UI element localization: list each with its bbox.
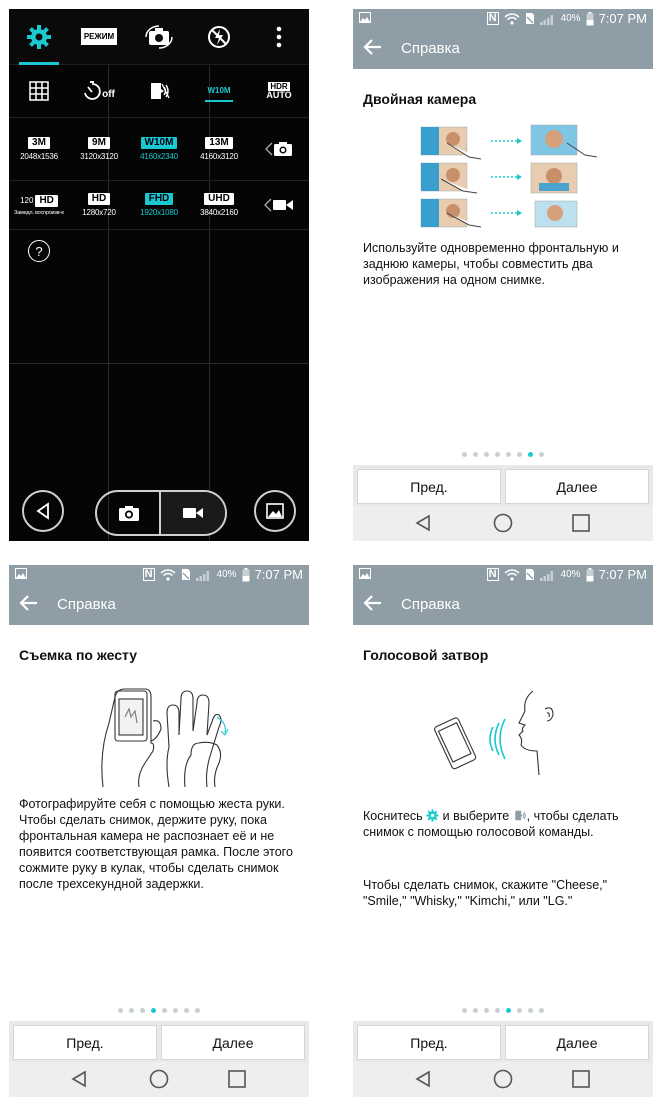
more-button[interactable] xyxy=(249,9,309,64)
hdr-auto-icon: HDR AUTO xyxy=(266,82,292,100)
photo-size-indicator xyxy=(249,118,309,180)
video-size-uhd[interactable] xyxy=(189,181,249,229)
help-screen-dual-camera xyxy=(353,9,653,541)
back-button[interactable] xyxy=(22,490,64,532)
back-arrow-icon xyxy=(363,593,383,613)
pager-buttons xyxy=(9,1021,309,1062)
clock: 7:07 PM xyxy=(254,567,303,582)
page-indicator xyxy=(353,452,653,457)
gallery-icon xyxy=(266,503,284,519)
page-dot xyxy=(162,1008,167,1013)
timer-off-label: off xyxy=(102,88,115,100)
page-title: Справка xyxy=(57,596,116,613)
pager-buttons xyxy=(353,1021,653,1062)
nav-home-icon xyxy=(493,1069,513,1089)
page-dot xyxy=(129,1008,134,1013)
size-value: 3840x2160 xyxy=(200,208,238,217)
page-title: Справка xyxy=(401,40,460,57)
system-nav-bar xyxy=(9,1062,309,1097)
help-icon: ? xyxy=(35,243,43,259)
nav-back-icon xyxy=(414,514,432,532)
instruction-text: и выберите xyxy=(442,809,510,823)
next-button[interactable]: Далее xyxy=(505,469,649,504)
pager-buttons xyxy=(353,465,653,506)
nfc-icon: N xyxy=(488,12,497,24)
page-dot xyxy=(140,1008,145,1013)
flash-off-icon xyxy=(207,25,231,49)
page-dot xyxy=(462,452,467,457)
size-badge: HD xyxy=(35,195,57,207)
camera-icon xyxy=(118,505,140,522)
video-size-row xyxy=(9,181,309,229)
nav-back-button[interactable] xyxy=(413,1069,433,1089)
battery-icon xyxy=(586,568,594,582)
help-heading: Съемка по жесту xyxy=(19,647,137,663)
help-description: Чтобы сделать снимок, скажите "Cheese," "Smile," "Whisky," "Kimchi," или "LG." xyxy=(363,878,608,908)
camera-bottom-bar xyxy=(9,487,309,541)
chevron-left-icon xyxy=(265,142,273,156)
resolution-button[interactable] xyxy=(189,65,249,117)
status-bar xyxy=(9,565,309,585)
video-size-slowmo[interactable] xyxy=(9,181,69,229)
help-description: Используйте одновременно фронтальную и заднюю камеры, чтобы совместить два изображения на одном снимке. xyxy=(363,241,619,287)
capture-mode-switch xyxy=(95,490,227,536)
instruction-text: , чтобы сделать снимок с помощью голосовой команды. xyxy=(363,809,619,839)
wifi-icon xyxy=(504,13,520,25)
page-dot xyxy=(118,1008,123,1013)
page-dot xyxy=(484,452,489,457)
gallery-notification-icon xyxy=(359,12,371,26)
nfc-icon: N xyxy=(144,568,153,580)
page-dot xyxy=(473,1008,478,1013)
camera-icon xyxy=(273,141,293,157)
status-bar xyxy=(353,9,653,29)
size-badge: 13M xyxy=(205,137,232,149)
status-bar xyxy=(353,565,653,585)
nav-recents-button[interactable] xyxy=(571,513,591,533)
clock: 7:07 PM xyxy=(598,11,647,26)
video-size-indicator xyxy=(249,181,309,229)
mode-icon: РЕЖИМ xyxy=(81,28,117,45)
video-icon xyxy=(272,198,294,212)
grid-line xyxy=(9,363,309,364)
size-value: Замедл. воспроизв-е xyxy=(14,209,64,216)
page-dot xyxy=(173,1008,178,1013)
flash-button[interactable] xyxy=(189,9,249,64)
voice-shutter-button[interactable] xyxy=(129,65,189,117)
dual-camera-illustration xyxy=(417,121,617,231)
help-screen-voice-shutter xyxy=(353,565,653,1097)
video-icon xyxy=(182,506,204,520)
resolution-icon: W10M xyxy=(205,80,232,102)
nav-home-icon xyxy=(149,1069,169,1089)
video-size-hd[interactable] xyxy=(69,181,129,229)
photo-size-row xyxy=(9,118,309,180)
nav-back-button[interactable] xyxy=(413,513,433,533)
page-indicator xyxy=(353,1008,653,1013)
chevron-left-icon xyxy=(264,198,272,212)
page-indicator xyxy=(9,1008,309,1013)
prev-button[interactable]: Пред. xyxy=(357,1025,501,1060)
options-row xyxy=(9,65,309,117)
sim-off-icon xyxy=(525,12,535,25)
app-bar xyxy=(353,585,653,625)
voice-shutter-icon xyxy=(513,809,527,822)
help-description: Фотографируйте себя с помощью жеста руки. Чтобы сделать снимок, держите руку, пока фронтальная камера не распознает её и не появится соответствующая рамка. После этого сожмите руку в кулак, чтобы сделать снимок после трехсекундной задержки. xyxy=(19,797,293,891)
page-title: Справка xyxy=(401,596,460,613)
wifi-icon xyxy=(504,569,520,581)
page-dot xyxy=(495,452,500,457)
page-dot xyxy=(495,1008,500,1013)
gallery-notification-icon xyxy=(15,568,27,582)
video-size-fhd[interactable] xyxy=(129,181,189,229)
size-value: 4160x3120 xyxy=(200,152,238,161)
page-dot xyxy=(473,452,478,457)
app-bar xyxy=(353,29,653,69)
size-value: 3120x3120 xyxy=(80,152,118,161)
size-badge: 3M xyxy=(28,137,50,149)
size-badge: UHD xyxy=(204,193,234,205)
gear-icon xyxy=(426,809,439,822)
back-arrow-button[interactable] xyxy=(363,593,383,618)
app-bar xyxy=(9,585,309,625)
voice-instruction xyxy=(363,808,643,840)
timer-off-icon xyxy=(83,81,101,101)
switch-camera-button[interactable] xyxy=(129,9,189,64)
page-dot xyxy=(528,1008,533,1013)
nav-back-icon xyxy=(414,1070,432,1088)
more-icon xyxy=(276,26,282,48)
photo-size-9m[interactable] xyxy=(69,118,129,180)
instruction-text: Коснитесь xyxy=(363,809,423,823)
sim-off-icon xyxy=(181,568,191,581)
size-value: 2048x1536 xyxy=(20,152,58,161)
page-dot xyxy=(195,1008,200,1013)
grid-icon xyxy=(29,81,49,101)
size-value: 4160x2340 xyxy=(140,152,178,161)
gallery-notification-icon xyxy=(359,568,371,582)
photo-capture-button[interactable] xyxy=(97,492,161,534)
size-badge: 9M xyxy=(88,137,110,149)
nav-recents-icon xyxy=(572,1070,590,1088)
battery-percent: 40% xyxy=(560,569,581,580)
nav-home-button[interactable] xyxy=(149,1069,169,1089)
nav-back-button[interactable] xyxy=(69,1069,89,1089)
page-dot xyxy=(462,1008,467,1013)
nav-recents-button[interactable] xyxy=(571,1069,591,1089)
battery-icon xyxy=(586,12,594,26)
page-dot xyxy=(517,452,522,457)
switch-camera-icon xyxy=(145,25,173,49)
nav-recents-button[interactable] xyxy=(227,1069,247,1089)
gallery-button[interactable] xyxy=(254,490,296,532)
page-dot xyxy=(517,1008,522,1013)
next-button[interactable]: Далее xyxy=(505,1025,649,1060)
nfc-icon: N xyxy=(488,568,497,580)
size-badge: HD xyxy=(88,193,110,205)
system-nav-bar xyxy=(353,506,653,541)
back-arrow-icon xyxy=(19,593,39,613)
size-badge: W10M xyxy=(141,137,178,149)
size-value: 1280x720 xyxy=(82,208,116,217)
nav-home-icon xyxy=(493,513,513,533)
slowmo-prefix: 120 xyxy=(20,196,34,205)
hdr-button[interactable] xyxy=(249,65,309,117)
camera-top-bar xyxy=(9,9,309,65)
size-badge: FHD xyxy=(145,193,174,205)
back-arrow-button[interactable] xyxy=(19,593,39,618)
page-dot xyxy=(506,1008,511,1013)
battery-percent: 40% xyxy=(216,569,237,580)
photo-size-13m[interactable] xyxy=(189,118,249,180)
prev-button[interactable]: Пред. xyxy=(13,1025,157,1060)
battery-percent: 40% xyxy=(560,13,581,24)
page-dot xyxy=(506,452,511,457)
next-button[interactable]: Далее xyxy=(161,1025,305,1060)
voice-shutter-illustration xyxy=(433,691,563,777)
prev-button[interactable]: Пред. xyxy=(357,469,501,504)
sim-off-icon xyxy=(525,568,535,581)
page-dot xyxy=(528,452,533,457)
help-screen-gesture-shot xyxy=(9,565,309,1097)
nav-home-button[interactable] xyxy=(493,1069,513,1089)
camera-settings-panel xyxy=(9,9,309,541)
nav-home-button[interactable] xyxy=(493,513,513,533)
back-arrow-button[interactable] xyxy=(363,37,383,62)
photo-size-3m[interactable] xyxy=(9,118,69,180)
signal-icon xyxy=(540,13,556,25)
nav-recents-icon xyxy=(228,1070,246,1088)
back-triangle-icon xyxy=(35,502,51,520)
page-dot xyxy=(151,1008,156,1013)
voice-shutter-icon xyxy=(148,80,170,102)
video-record-button[interactable] xyxy=(159,492,225,534)
help-heading: Двойная камера xyxy=(363,91,477,107)
mode-button[interactable] xyxy=(69,9,129,64)
page-dot xyxy=(539,1008,544,1013)
nav-back-icon xyxy=(70,1070,88,1088)
page-dot xyxy=(184,1008,189,1013)
nav-recents-icon xyxy=(572,514,590,532)
help-button[interactable] xyxy=(28,240,50,262)
photo-size-w10m[interactable] xyxy=(129,118,189,180)
page-dot xyxy=(484,1008,489,1013)
back-arrow-icon xyxy=(363,37,383,57)
wifi-icon xyxy=(160,569,176,581)
settings-button[interactable] xyxy=(9,9,69,64)
help-heading: Голосовой затвор xyxy=(363,647,489,663)
page-dot xyxy=(539,452,544,457)
clock: 7:07 PM xyxy=(598,567,647,582)
battery-icon xyxy=(242,568,250,582)
grid-button[interactable] xyxy=(9,65,69,117)
divider xyxy=(9,229,309,230)
gear-icon xyxy=(26,24,52,50)
signal-icon xyxy=(196,569,212,581)
signal-icon xyxy=(540,569,556,581)
system-nav-bar xyxy=(353,1062,653,1097)
size-value: 1920x1080 xyxy=(140,208,178,217)
gesture-shot-illustration xyxy=(95,683,235,789)
timer-button[interactable] xyxy=(69,65,129,117)
